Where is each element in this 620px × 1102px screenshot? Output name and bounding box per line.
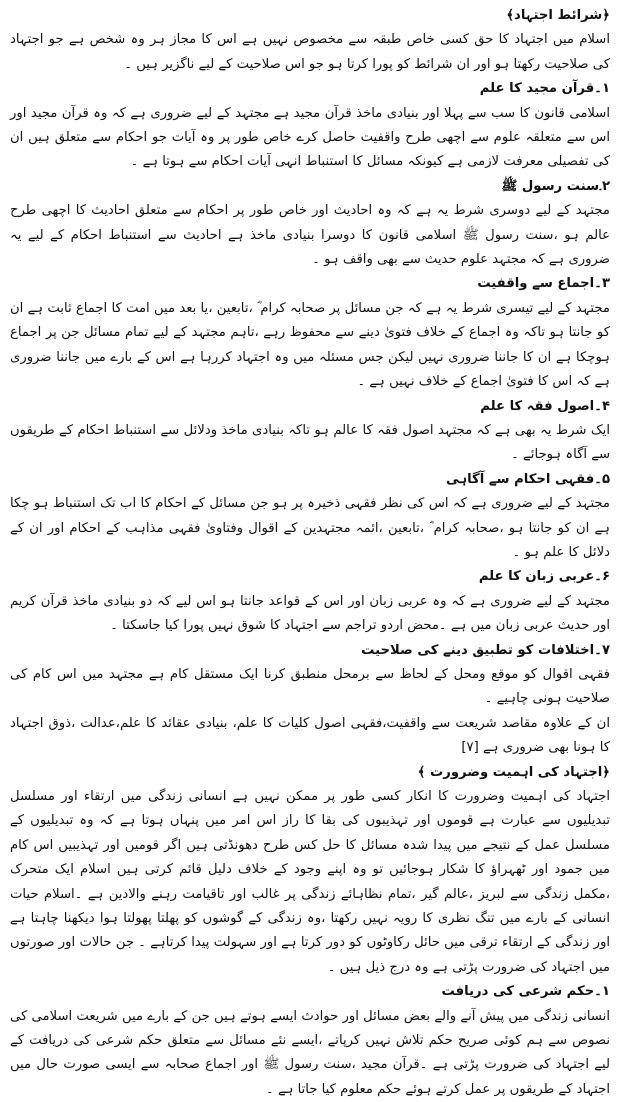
section-heading: ۳۔اجماع سے واقفیت <box>477 276 610 292</box>
section-heading: ﴿اجتہاد کی اہمیت وضرورت ﴾ <box>417 764 610 780</box>
body-paragraph: مجتہد کے لیے ضروری ہے کہ وہ عربی زبان اور اس کے قواعد جانتا ہو اس لیے کہ دو بنیادی ماخذ قرآن کریم اور حدیث عربی زبان میں ہے ۔محض اردو تراجم سے اجتہاد کا شوق نہیں پورا کیا جاسکتا ۔ <box>10 593 610 634</box>
body-paragraph: مجتہد کے لیے ضروری ہے کہ اس کی نظر فقہی ذخیرہ پر ہو جن مسائل کے احکام کا اب تک استنباط ہو چکا ہے ان کو جانتا ہو ،صحابہ کرام ؓ ،تابعین ،ائمہ مجتہدین کے اقوال وفتاویٰ فقہی مذاہب کے احکام اور ان کے دلائل کا علم ہو ۔ <box>10 496 610 560</box>
section-heading: ۷۔اختلافات کو تطبیق دینے کی صلاحیت <box>361 642 610 658</box>
body-paragraph: ان کے علاوہ مقاصد شریعت سے واقفیت،فقہی اصول کلیات کا علم، بنیادی عقائد کا علم،عدالت ،ذوق اجتہاد کا ہونا بھی ضروری ہے [۷] <box>10 715 610 756</box>
section-heading: ۶۔عربی زبان کا علم <box>478 569 610 585</box>
body-paragraph: اجتہاد کی اہمیت وضرورت کا انکار کسی طور پر ممکن نہیں ہے انسانی زندگی میں ارتقاء اور مسلسل تبدیلیوں سے عبارت ہے قوموں اور تہذیبوں کی بقا کا راز اس امر میں پنہاں ہوتا ہے کہ وہ تبدیلیوں کے مسلسل عمل کے نتیجے میں پیدا شدہ مسائل کا حل کس طرح دھونڈتی ہیں اگر قومیں اور تہذیبیں اس کام میں جمود اور ٹھہراؤ کا شکار ہوجائیں تو وہ اپنے وجود کے خلاف دلیل قائم کرتی ہیں اسلام ایک متحرک ،مکمل زندگی سے لبریز ،عالم گیر ،تمام نظاہائے زندگی پر غالب اور تاقیامت رہنے والادین ہے ۔اسلام حیات انسانی کے بارے میں تنگ نظری کا رویہ نہیں رکھتا ،وہ زندگی کے گوشوں کو پھلتا پھولتا ہوا دیکھنا چاہتا ہے اور زندگی کے ارتقاء ترقی میں حائل رکاوٹوں کو دور کرتا ہے اور سہولت پیدا کرتاہے ۔ جن حالات اور صورتوں میں اجتہاد کی ضرورت پڑتی ہے وہ درج ذیل ہیں ۔ <box>10 789 610 975</box>
body-paragraph: مجتہد کے لیے دوسری شرط یہ ہے کہ وہ احادیث اور خاص طور پر احکام سے متعلق احادیث کا اچھی طرح عالم ہو ،سنت رسول ﷺ اسلامی قانون کا دوسرا بنیادی ماخذ ہے احادیث سے استنباط احکام کے لیے یہ ضروری ہے کہ مجتہد علوم حدیث سے بھی واقف ہو ۔ <box>10 203 610 268</box>
body-paragraph: مجتہد کے لیے تیسری شرط یہ ہے کہ جن مسائل پر صحابہ کرام ؓ ،تابعین ،یا بعد میں امت کا اجماع ثابت ہے ان کو جانتا ہو تاکہ وہ اجماع کے خلاف فتویٰ دینے سے محفوظ رہے ،تاہم مجتہد کے لیے تمام مسائل جن پر اجماع ہوچکا ہے ان کا جاننا ضروری نہیں لیکن جس مسئلہ میں وہ اجتہاد کررہا ہے اس کے بارے میں جاننا ضروری ہے کہ اس کا فتویٰ اجماع کے خلاف نہیں ہے ۔ <box>10 300 610 390</box>
section-heading: ۵۔فقہی احکام سے آگاہی <box>446 471 610 487</box>
body-paragraph: فقہی اقوال کو موقع ومحل کے لحاظ سے برمحل منطبق کرنا ایک مستقل کام ہے مجتہد میں اس کام کی صلاحیت ہونی چاہیے ۔ <box>10 666 610 707</box>
body-paragraph: اسلامی قانون کا سب سے پہلا اور بنیادی ماخذ قرآن مجید ہے مجتہد کے لیے ضروری ہے کہ وہ قرآن مجید اور اس سے متعلقہ علوم سے اچھی طرح واقفیت حاصل کرے خاص طور پر وہ آیات جو احکام سے متعلق ہیں ان کی تفصیلی معرفت لازمی ہے کیونکہ مسائل کا استنباط انہی آیات احکام سے ہوتا ہے ۔ <box>10 105 610 170</box>
body-paragraph: اسلام میں اجتہاد کا حق کسی خاص طبقہ سے مخصوص نہیں ہے اس کا مجاز ہر وہ شخص ہے جو اجتہاد کی صلاحیت رکھتا ہو اور ان شرائط کو پورا کرتا ہو جو اس صلاحیت کے لیے ناگزیر ہیں ۔ <box>10 32 610 72</box>
section-heading: ۱۔حکم شرعی کی دریافت <box>441 984 610 1000</box>
section-heading: ﴿شرائط اجتہاد﴾ <box>506 8 610 23</box>
body-paragraph: انسانی زندگی میں پیش آنے والے بعض مسائل اور حوادث ایسے ہوتے ہیں جن کے بارے میں شریعت اسلامی کی نصوص سے ہم کوئی صریح حکم تلاش نہیں کرپاتے ،ایسے نئے مسائل سے متعلق حکم شرعی کی دریافت کے لیے اجتہاد کی ضرورت پڑتی ہے ۔قرآن مجید ،سنت رسول ﷺ اور اجماع صحابہ سے ایسی صورت حال میں اجتہاد کے طریقوں پر عمل کرتے ہوئے حکم معلوم کیا جاتا ہے ۔ <box>10 1008 610 1097</box>
section-heading: ۲۔سنت رسول ﷺ <box>501 178 610 194</box>
section-heading: ۴۔اصول فقہ کا علم <box>480 398 610 414</box>
body-paragraph: ایک شرط یہ بھی ہے کہ مجتہد اصول فقہ کا عالم ہو تاکہ بنیادی ماخذ ودلائل سے استنباط احکام کے طریقوں سے آگاہ ہوجائے ۔ <box>10 422 610 463</box>
section-heading: ۱۔قرآن مجید کا علم <box>479 81 610 97</box>
